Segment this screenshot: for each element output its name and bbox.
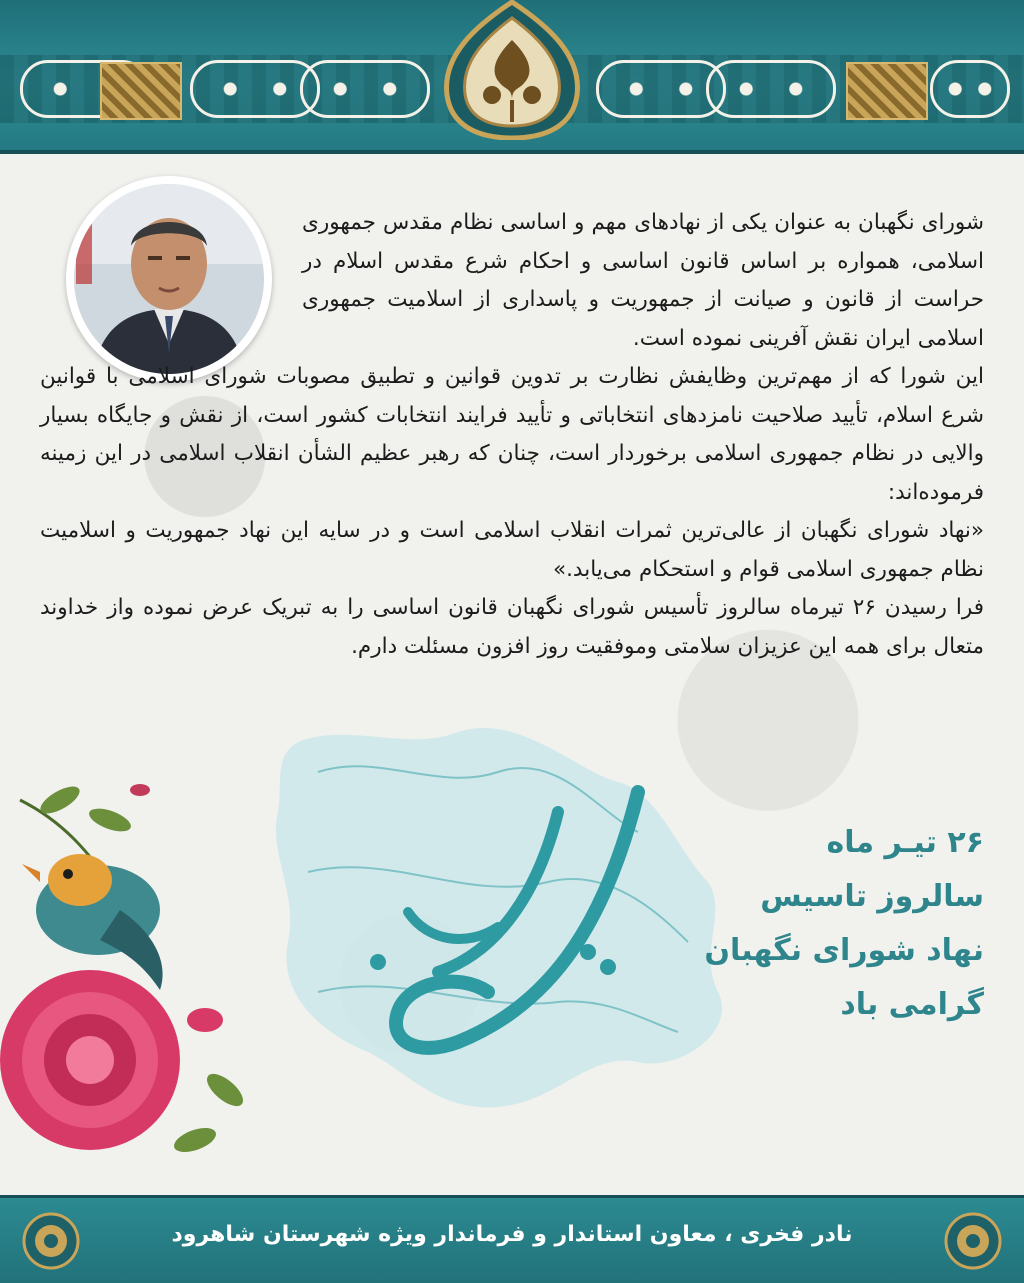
greeting-honor: گرامی باد <box>840 987 984 1022</box>
rose-and-bird-illustration <box>0 760 270 1180</box>
anniversary-greeting <box>644 816 984 1032</box>
arabesque-scroll-icon <box>930 60 1010 118</box>
greeting-date: ۲۶ تیـر ماه <box>826 825 984 860</box>
paragraph-intro: شورای نگهبان به عنوان یکی از نهادهای مهم و اساسی نظام مقدس جمهوری اسلامی، همواره بر اساس قانون اساسی و احکام شرع مقدس اسلام در حراست از قانون و صیانت از جمهوریت و پاسداری از اسلامیت جمهوری اسلامی ایران نقش آفرینی نموده است. <box>302 210 984 351</box>
floral-emblem-icon <box>22 1212 80 1270</box>
paragraph-quote: «نهاد شورای نگهبان از عالی‌ترین ثمرات انقلاب اسلامی است و در سایه این نهاد جمهوریت و اسلامیت نظام جمهوری اسلامی قوام و استحکام می‌یابد.» <box>40 518 984 582</box>
footer-signature-band <box>0 1195 1024 1283</box>
greeting-institution: نهاد شورای نگهبان <box>704 933 984 968</box>
gold-lattice-icon <box>846 62 928 120</box>
header-ornament-band <box>0 0 1024 154</box>
gold-lattice-icon <box>100 62 182 120</box>
signature-caption: نادر فخری ، معاون استاندار و فرماندار ویژه شهرستان شاهرود <box>171 1222 853 1247</box>
arabesque-medallion-icon <box>437 0 587 140</box>
greeting-anniversary: سالروز تاسیس <box>760 879 984 914</box>
arabesque-scroll-icon <box>706 60 836 118</box>
statement-text <box>40 204 984 666</box>
paragraph-duties: این شورا که از مهم‌ترین وظایفش نظارت بر تدوین قوانین و تطبیق مصوبات شورای اسلامی با قوانین شرع اسلام، تأیید صلاحیت نامزدهای انتخاباتی و تأیید فرایند انتخابات کشور است، از نقش و جایگاه بسیار والایی در نظام جمهوری اسلامی برخوردار است، چنان که رهبر عظیم الشأن انقلاب اسلامی در این زمینه فرموده‌اند: <box>40 364 984 505</box>
floral-emblem-icon <box>944 1212 1002 1270</box>
paragraph-congratulation: فرا رسیدن ۲۶ تیرماه سالروز تأسیس شورای نگهبان قانون اساسی را به تبریک عرض نموده واز خداوند متعال برای همه این عزیزان سلامتی وموفقیت روز افزون مسئلت دارم. <box>40 595 985 659</box>
arabesque-scroll-icon <box>300 60 430 118</box>
